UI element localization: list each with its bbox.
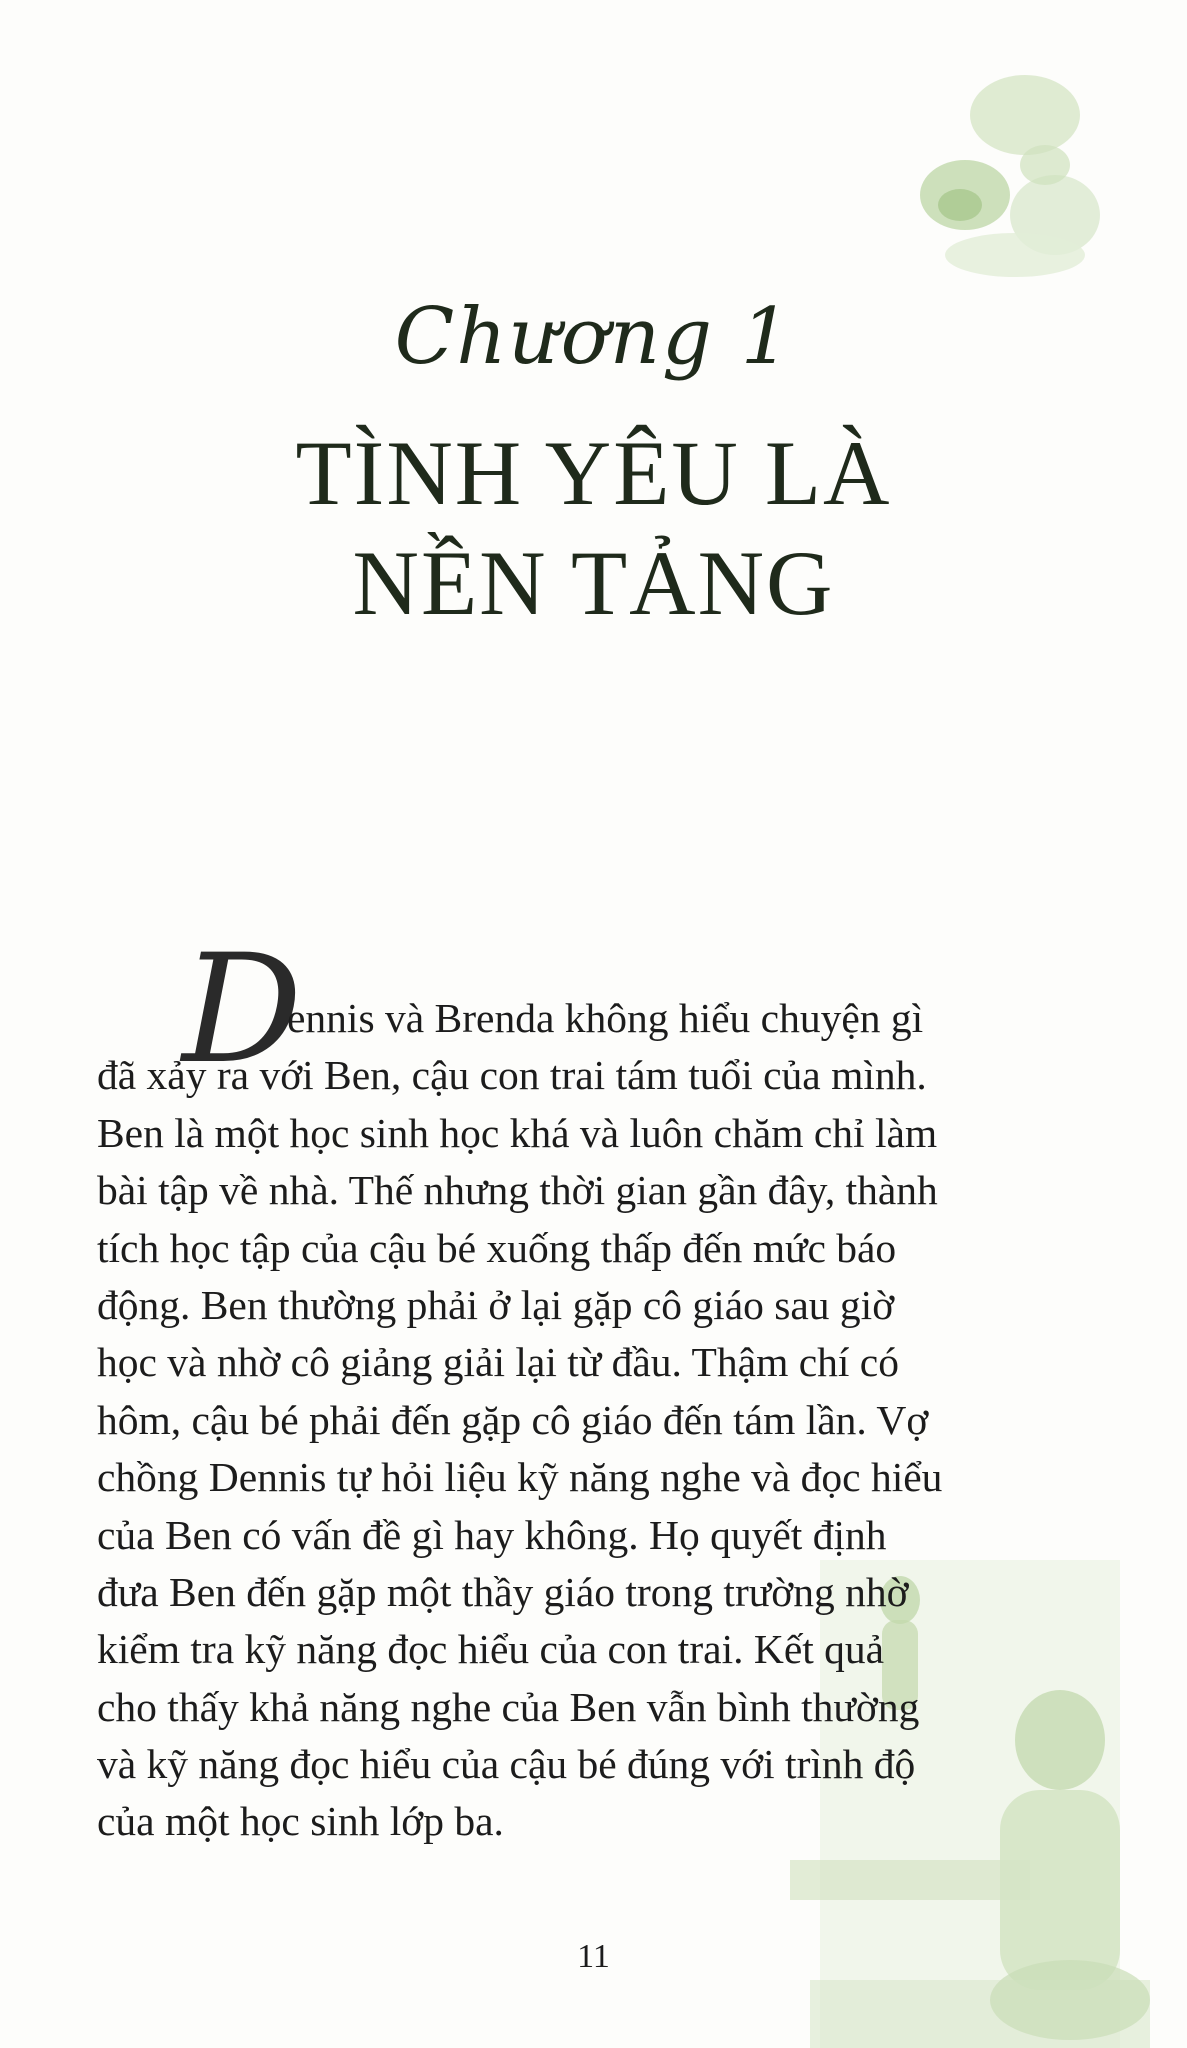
body-line: Ben là một học sinh học khá và luôn chăm chỉ làm bbox=[97, 1109, 938, 1156]
chapter-title bbox=[0, 418, 1187, 638]
top-decoration-illustration bbox=[905, 55, 1105, 285]
body-paragraph bbox=[97, 990, 1027, 1851]
body-line: động. Ben thường phải ở lại gặp cô giáo sau giờ bbox=[97, 1281, 895, 1328]
page-number: 11 bbox=[577, 1938, 610, 1975]
body-line: học và nhờ cô giảng giải lại từ đầu. Thậm chí có bbox=[97, 1339, 899, 1386]
body-line: của Ben có vấn đề gì hay không. Họ quyết định bbox=[97, 1511, 887, 1558]
body-line: hôm, cậu bé phải đến gặp cô giáo đến tám lần. Vợ bbox=[97, 1396, 929, 1443]
body-line: kiểm tra kỹ năng đọc hiểu của con trai. Kết quả bbox=[97, 1626, 885, 1673]
body-line: chồng Dennis tự hỏi liệu kỹ năng nghe và đọc hiểu bbox=[97, 1454, 943, 1501]
body-first-line: ennis và Brenda không hiểu chuyện gì bbox=[287, 995, 924, 1041]
drop-cap: D bbox=[182, 923, 303, 1097]
body-line: đã xảy ra với Ben, cậu con trai tám tuổi của mình. bbox=[97, 1052, 927, 1099]
chapter-title-line: TÌNH YÊU LÀ bbox=[295, 422, 892, 524]
chapter-label: Chương 1 bbox=[394, 292, 793, 382]
body-line: tích học tập của cậu bé xuống thấp đến mức báo bbox=[97, 1224, 897, 1271]
body-line: cho thấy khả năng nghe của Ben vẫn bình thường bbox=[97, 1683, 920, 1730]
body-line: đưa Ben đến gặp một thầy giáo trong trường nhờ bbox=[97, 1568, 909, 1615]
body-line: và kỹ năng đọc hiểu của cậu bé đúng với trình độ bbox=[97, 1741, 916, 1788]
chapter-title-line: NỀN TẢNG bbox=[352, 532, 835, 634]
body-line: của một học sinh lớp ba. bbox=[97, 1798, 504, 1845]
body-line: bài tập về nhà. Thế nhưng thời gian gần đây, thành bbox=[97, 1167, 938, 1214]
